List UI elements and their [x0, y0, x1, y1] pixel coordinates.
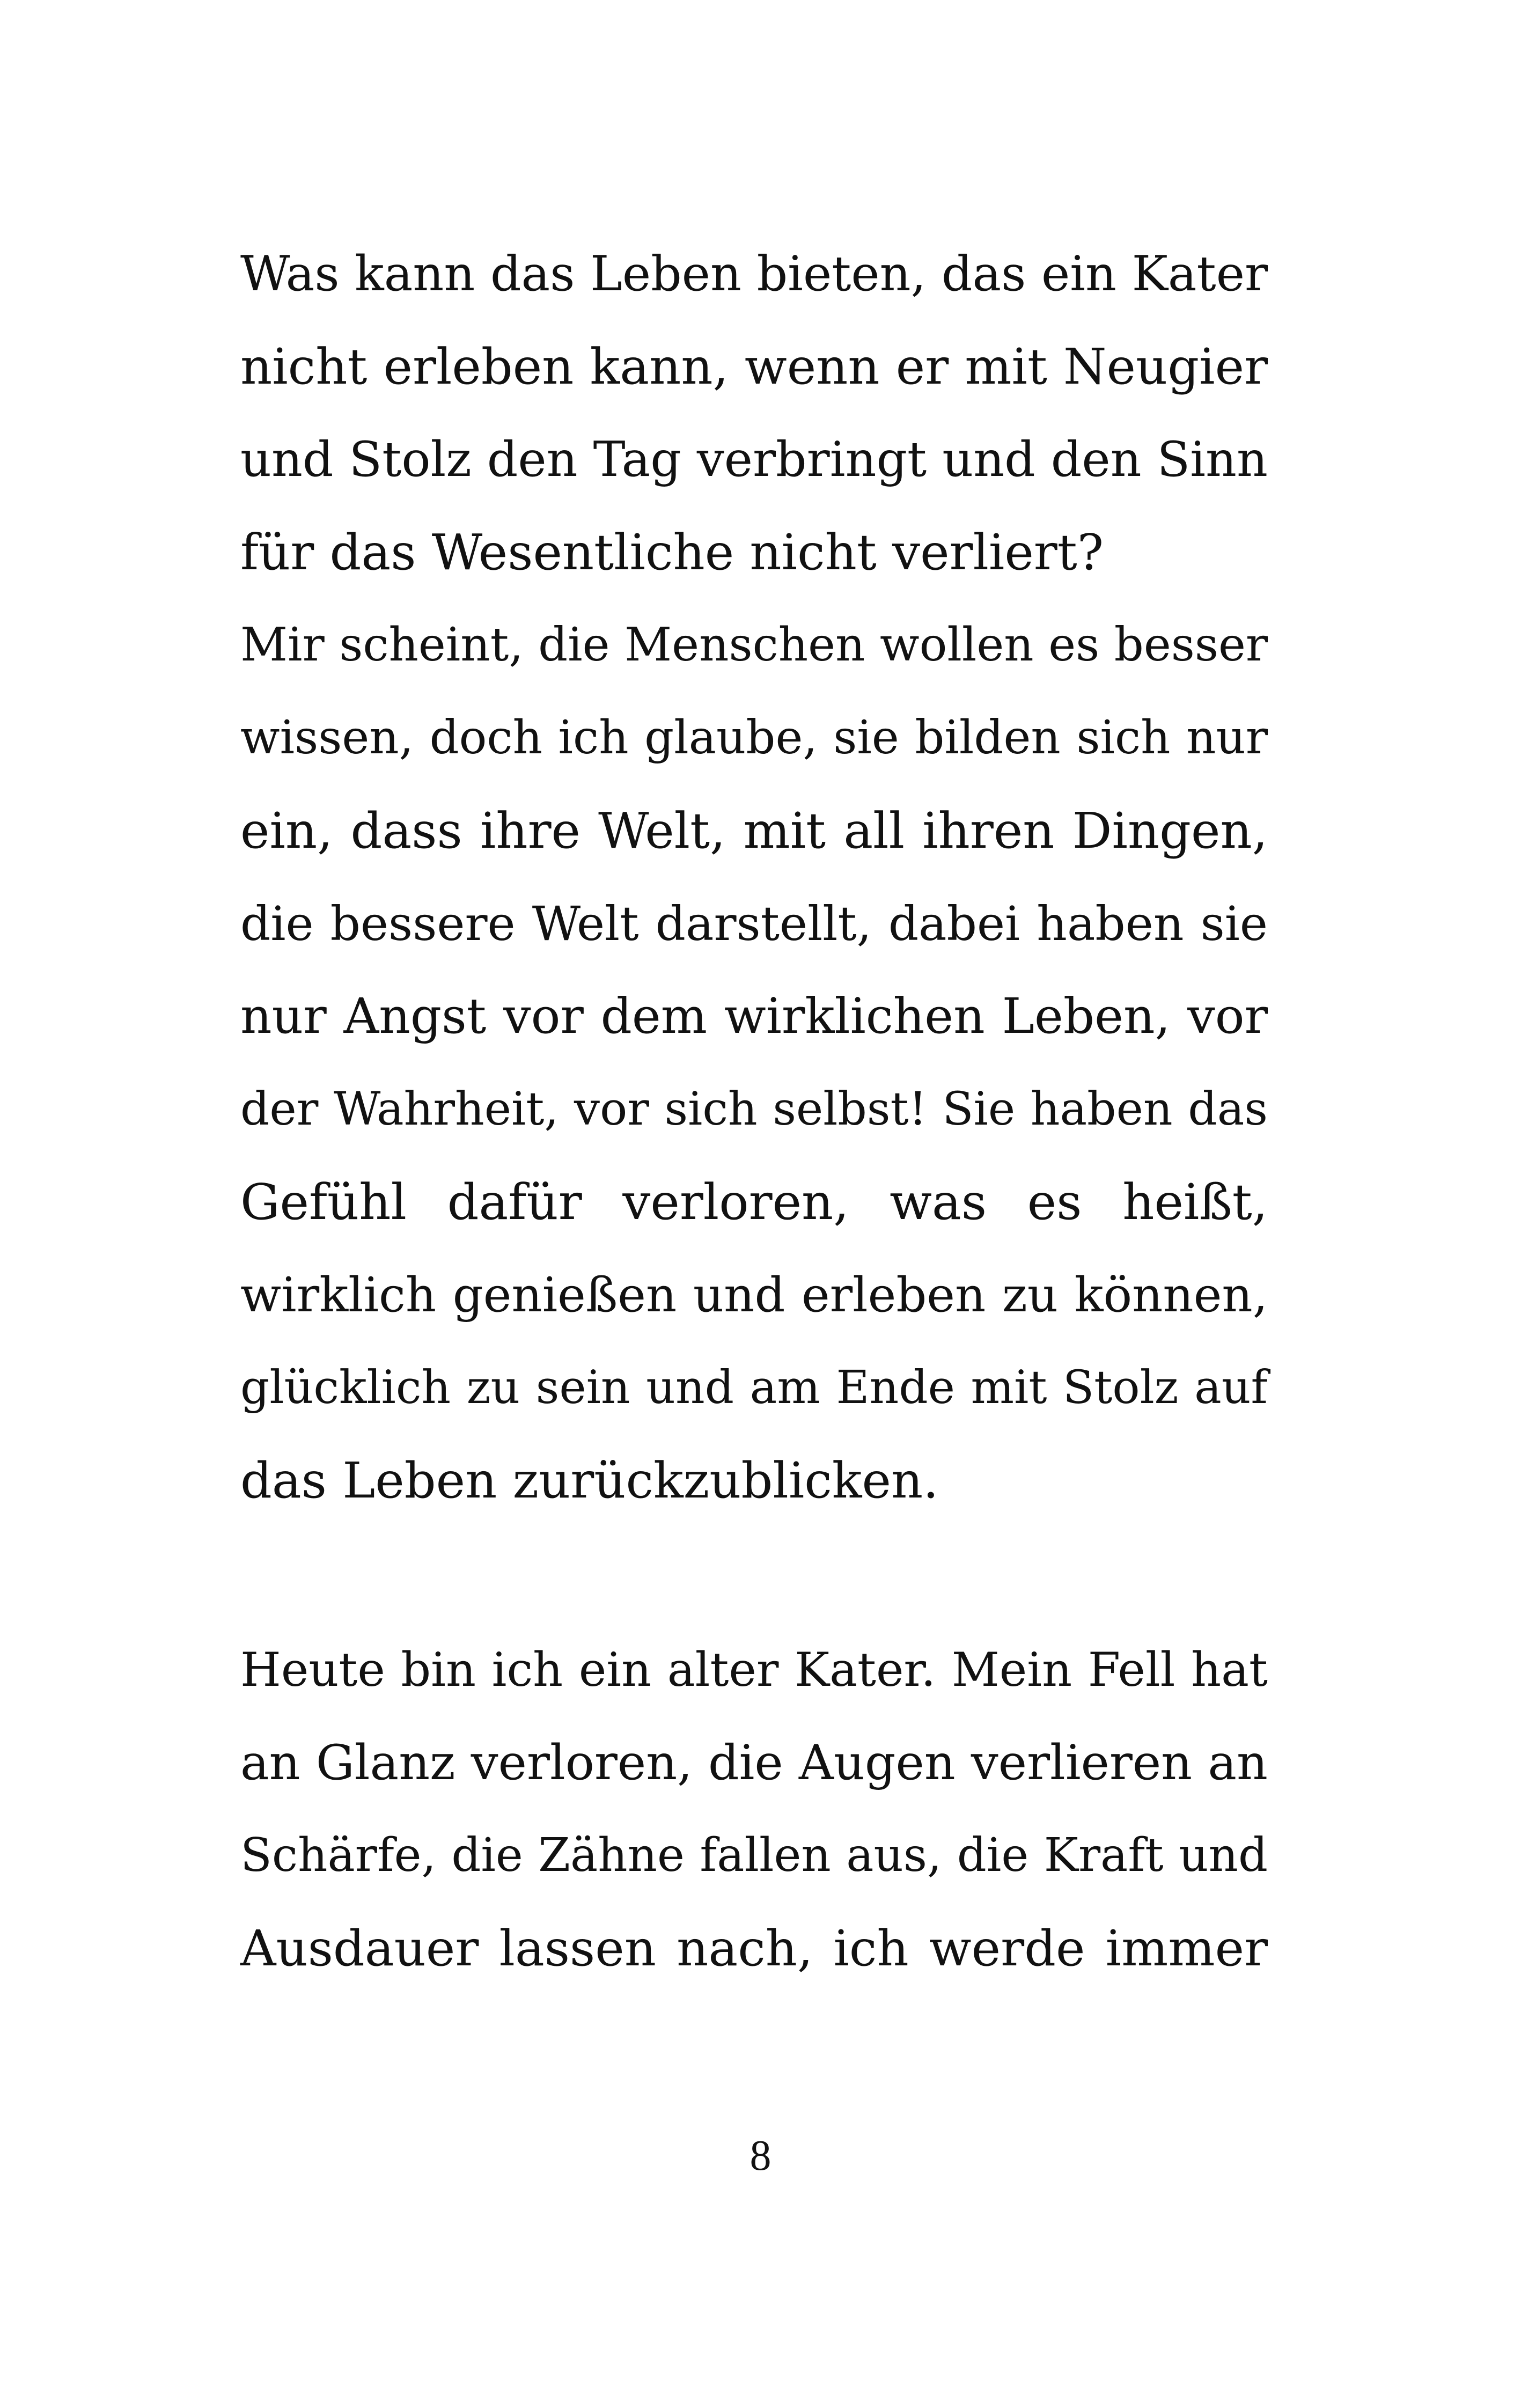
text-line: Ausdauer lassen nach, ich werde immer [240, 1920, 1268, 1977]
text-line: an Glanz verloren, die Augen verlieren an [240, 1735, 1268, 1791]
text-line: ein, dass ihre Welt, mit all ihren Dingen, [240, 802, 1268, 860]
text-line: die bessere Welt darstellt, dabei haben sie [240, 896, 1268, 951]
text-line: der Wahrheit, vor sich selbst! Sie haben das [240, 1083, 1268, 1136]
text-line: glücklich zu sein und am Ende mit Stolz auf [240, 1361, 1268, 1414]
text-line: Heute bin ich ein alter Kater. Mein Fell hat [240, 1642, 1268, 1697]
text-line: Schärfe, die Zähne fallen aus, die Kraft und [240, 1829, 1268, 1882]
paragraph-2 [240, 1624, 1268, 1995]
paragraph-1 [240, 227, 1268, 1527]
text-line: Mir scheint, die Menschen wollen es besser [240, 618, 1268, 672]
text-line: nicht erleben kann, wenn er mit Neugier [240, 338, 1268, 395]
text-line: und Stolz den Tag verbringt und den Sinn [240, 431, 1268, 488]
text-line: Gefühl dafür verloren, was es heißt, [240, 1173, 1268, 1231]
text-line: für das Wesentliche nicht verliert? [240, 524, 1104, 581]
text-line: wissen, doch ich glaube, sie bilden sich nur [240, 711, 1268, 765]
page-number: 8 [750, 2132, 771, 2179]
text-line: nur Angst vor dem wirklichen Leben, vor [240, 988, 1268, 1045]
text-line: Was kann das Leben bieten, das ein Kater [240, 246, 1268, 302]
text-line: wirklich genießen und erleben zu können, [240, 1267, 1268, 1323]
text-line: das Leben zurückzublicken. [240, 1452, 939, 1509]
